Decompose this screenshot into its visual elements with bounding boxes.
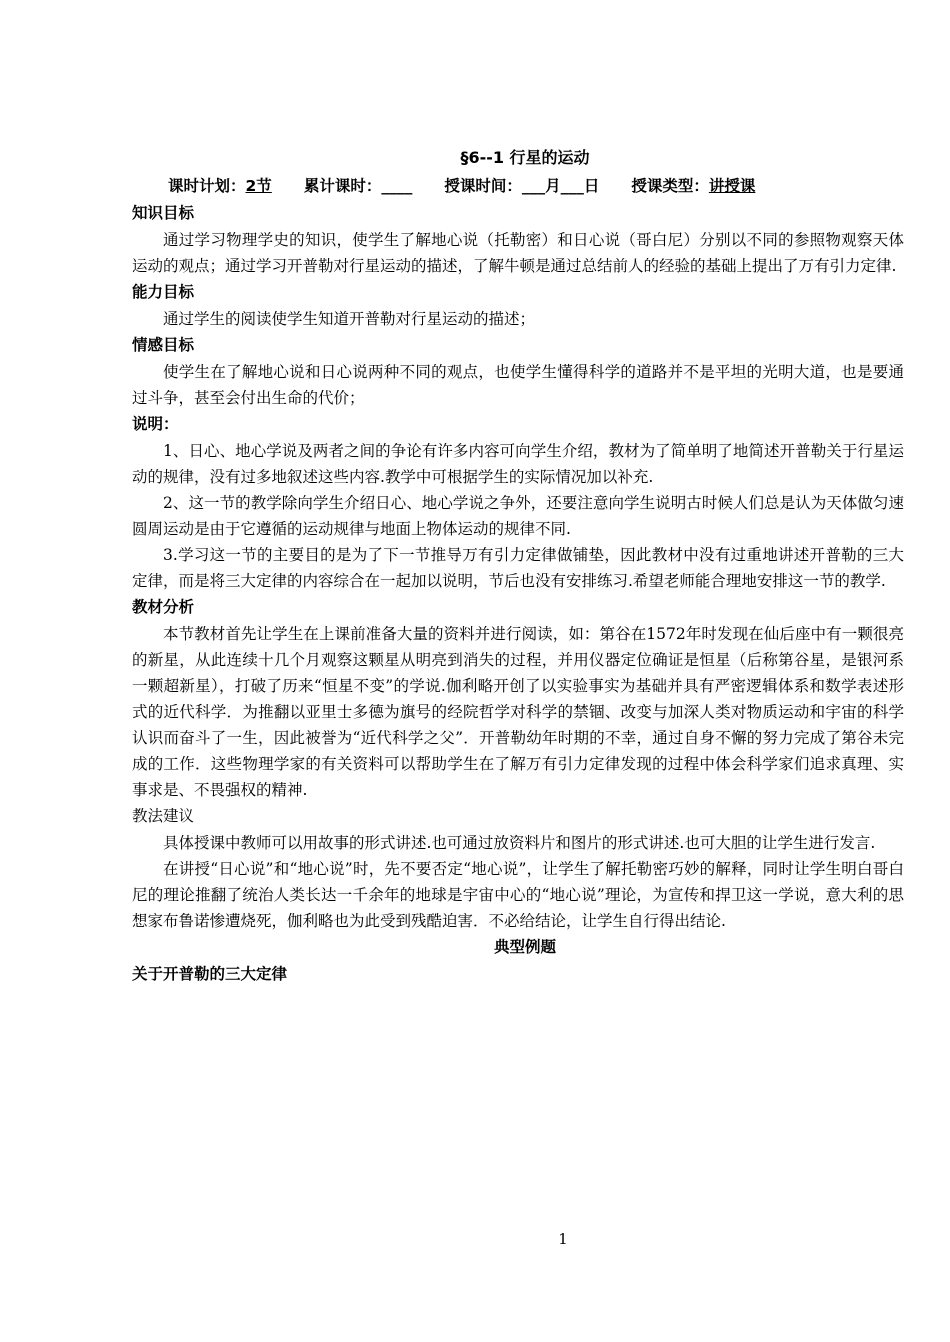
section-paragraph: 本节教材首先让学生在上课前准备大量的资料并进行阅读，如：第谷在1572年时发现在仙后座中有一颗很亮的新星，从此连续十几个月观察这颗星从明亮到消失的过程，并用仪器定位确证是恒星（后称第谷星，是银河系一颗超新星），打破了历来“恒星不变”的学说.伽利略开创了以实验事实为基础并具有严密逻辑体系和数学表述形式的近代科学．为推翻以亚里士多德为旗号的经院哲学对科学的禁锢、改变与加深人类对物质运动和宇宙的科学认识而奋斗了一生，因此被誉为“近代科学之父”．开普勒幼年时期的不幸，通过自身不懈的努力完成了第谷未完成的工作．这些物理学家的有关资料可以帮助学生在了解万有引力定律发现的过程中体会科学家们追求真理、实事求是、不畏强权的精神. — [132, 625, 904, 799]
time-label: 授课时间： — [444, 177, 522, 195]
section-paragraph: 2、这一节的教学除向学生介绍日心、地心学说之争外，还要注意向学生说明古时候人们总是认为天体做匀速圆周运动是由于它遵循的运动规律与地面上物体运动的规律不同. — [132, 494, 904, 538]
section-paragraph: 1、日心、地心学说及两者之间的争论有许多内容可向学生介绍，教材为了简单明了地简述开普勒关于行星运动的规律，没有过多地叙述这些内容.教学中可根据学生的实际情况加以补充. — [132, 442, 904, 486]
page-number: 1 — [558, 1230, 568, 1248]
type-label: 授课类型： — [631, 177, 709, 195]
section-heading: 知识目标 — [132, 204, 195, 222]
document-content — [132, 144, 904, 988]
section-heading: 说明： — [132, 415, 179, 433]
time-value: ___月___日 — [521, 177, 600, 195]
section-paragraph: 在讲授“日心说”和“地心说”时，先不要否定“地心说”，让学生了解托勒密巧妙的解释，同时让学生明白哥白尼的理论推翻了统治人类长达一千余年的地球是宇宙中心的“地心说”理论，为宣传和捍卫这一学说，意大利的思想家布鲁诺惨遭烧死，伽利略也为此受到残酷迫害．不必给结论，让学生自行得出结论. — [132, 860, 904, 930]
section-paragraph: 具体授课中教师可以用故事的形式讲述.也可通过放资料片和图片的形式讲述.也可大胆的让学生进行发言. — [163, 834, 876, 852]
section-paragraph: 3.学习这一节的主要目的是为了下一节推导万有引力定律做铺垫，因此教材中没有过重地讲述开普勒的三大定律，而是将三大定律的内容综合在一起加以说明，节后也没有安排练习.希望老师能合理地安排这一节的教学. — [132, 546, 904, 590]
section-heading: 教材分析 — [132, 598, 195, 616]
total-label: 累计课时： — [303, 177, 382, 195]
plan-value: 2节 — [245, 177, 272, 195]
section-heading: 关于开普勒的三大定律 — [132, 965, 288, 983]
document-sections — [132, 200, 904, 988]
section-heading: 情感目标 — [132, 336, 195, 354]
section-heading: 能力目标 — [132, 283, 195, 301]
lesson-info-line — [132, 172, 904, 200]
section-heading: 典型例题 — [493, 938, 556, 956]
section-paragraph: 通过学习物理学史的知识，使学生了解地心说（托勒密）和日心说（哥白尼）分别以不同的参照物观察天体运动的观点；通过学习开普勒对行星运动的描述，了解牛顿是通过总结前人的经验的基础上提出了万有引力定律. — [132, 231, 904, 275]
plan-label: 课时计划： — [168, 177, 246, 195]
section-heading: 教法建议 — [132, 807, 195, 825]
total-value: ____ — [381, 177, 413, 195]
section-paragraph: 通过学生的阅读使学生知道开普勒对行星运动的描述； — [163, 310, 536, 328]
type-value: 讲授课 — [708, 177, 756, 195]
section-paragraph: 使学生在了解地心说和日心说两种不同的观点，也使学生懂得科学的道路并不是平坦的光明大道，也是要通过斗争，甚至会付出生命的代价； — [132, 363, 904, 407]
document-title: §6--1 行星的运动 — [460, 148, 590, 167]
